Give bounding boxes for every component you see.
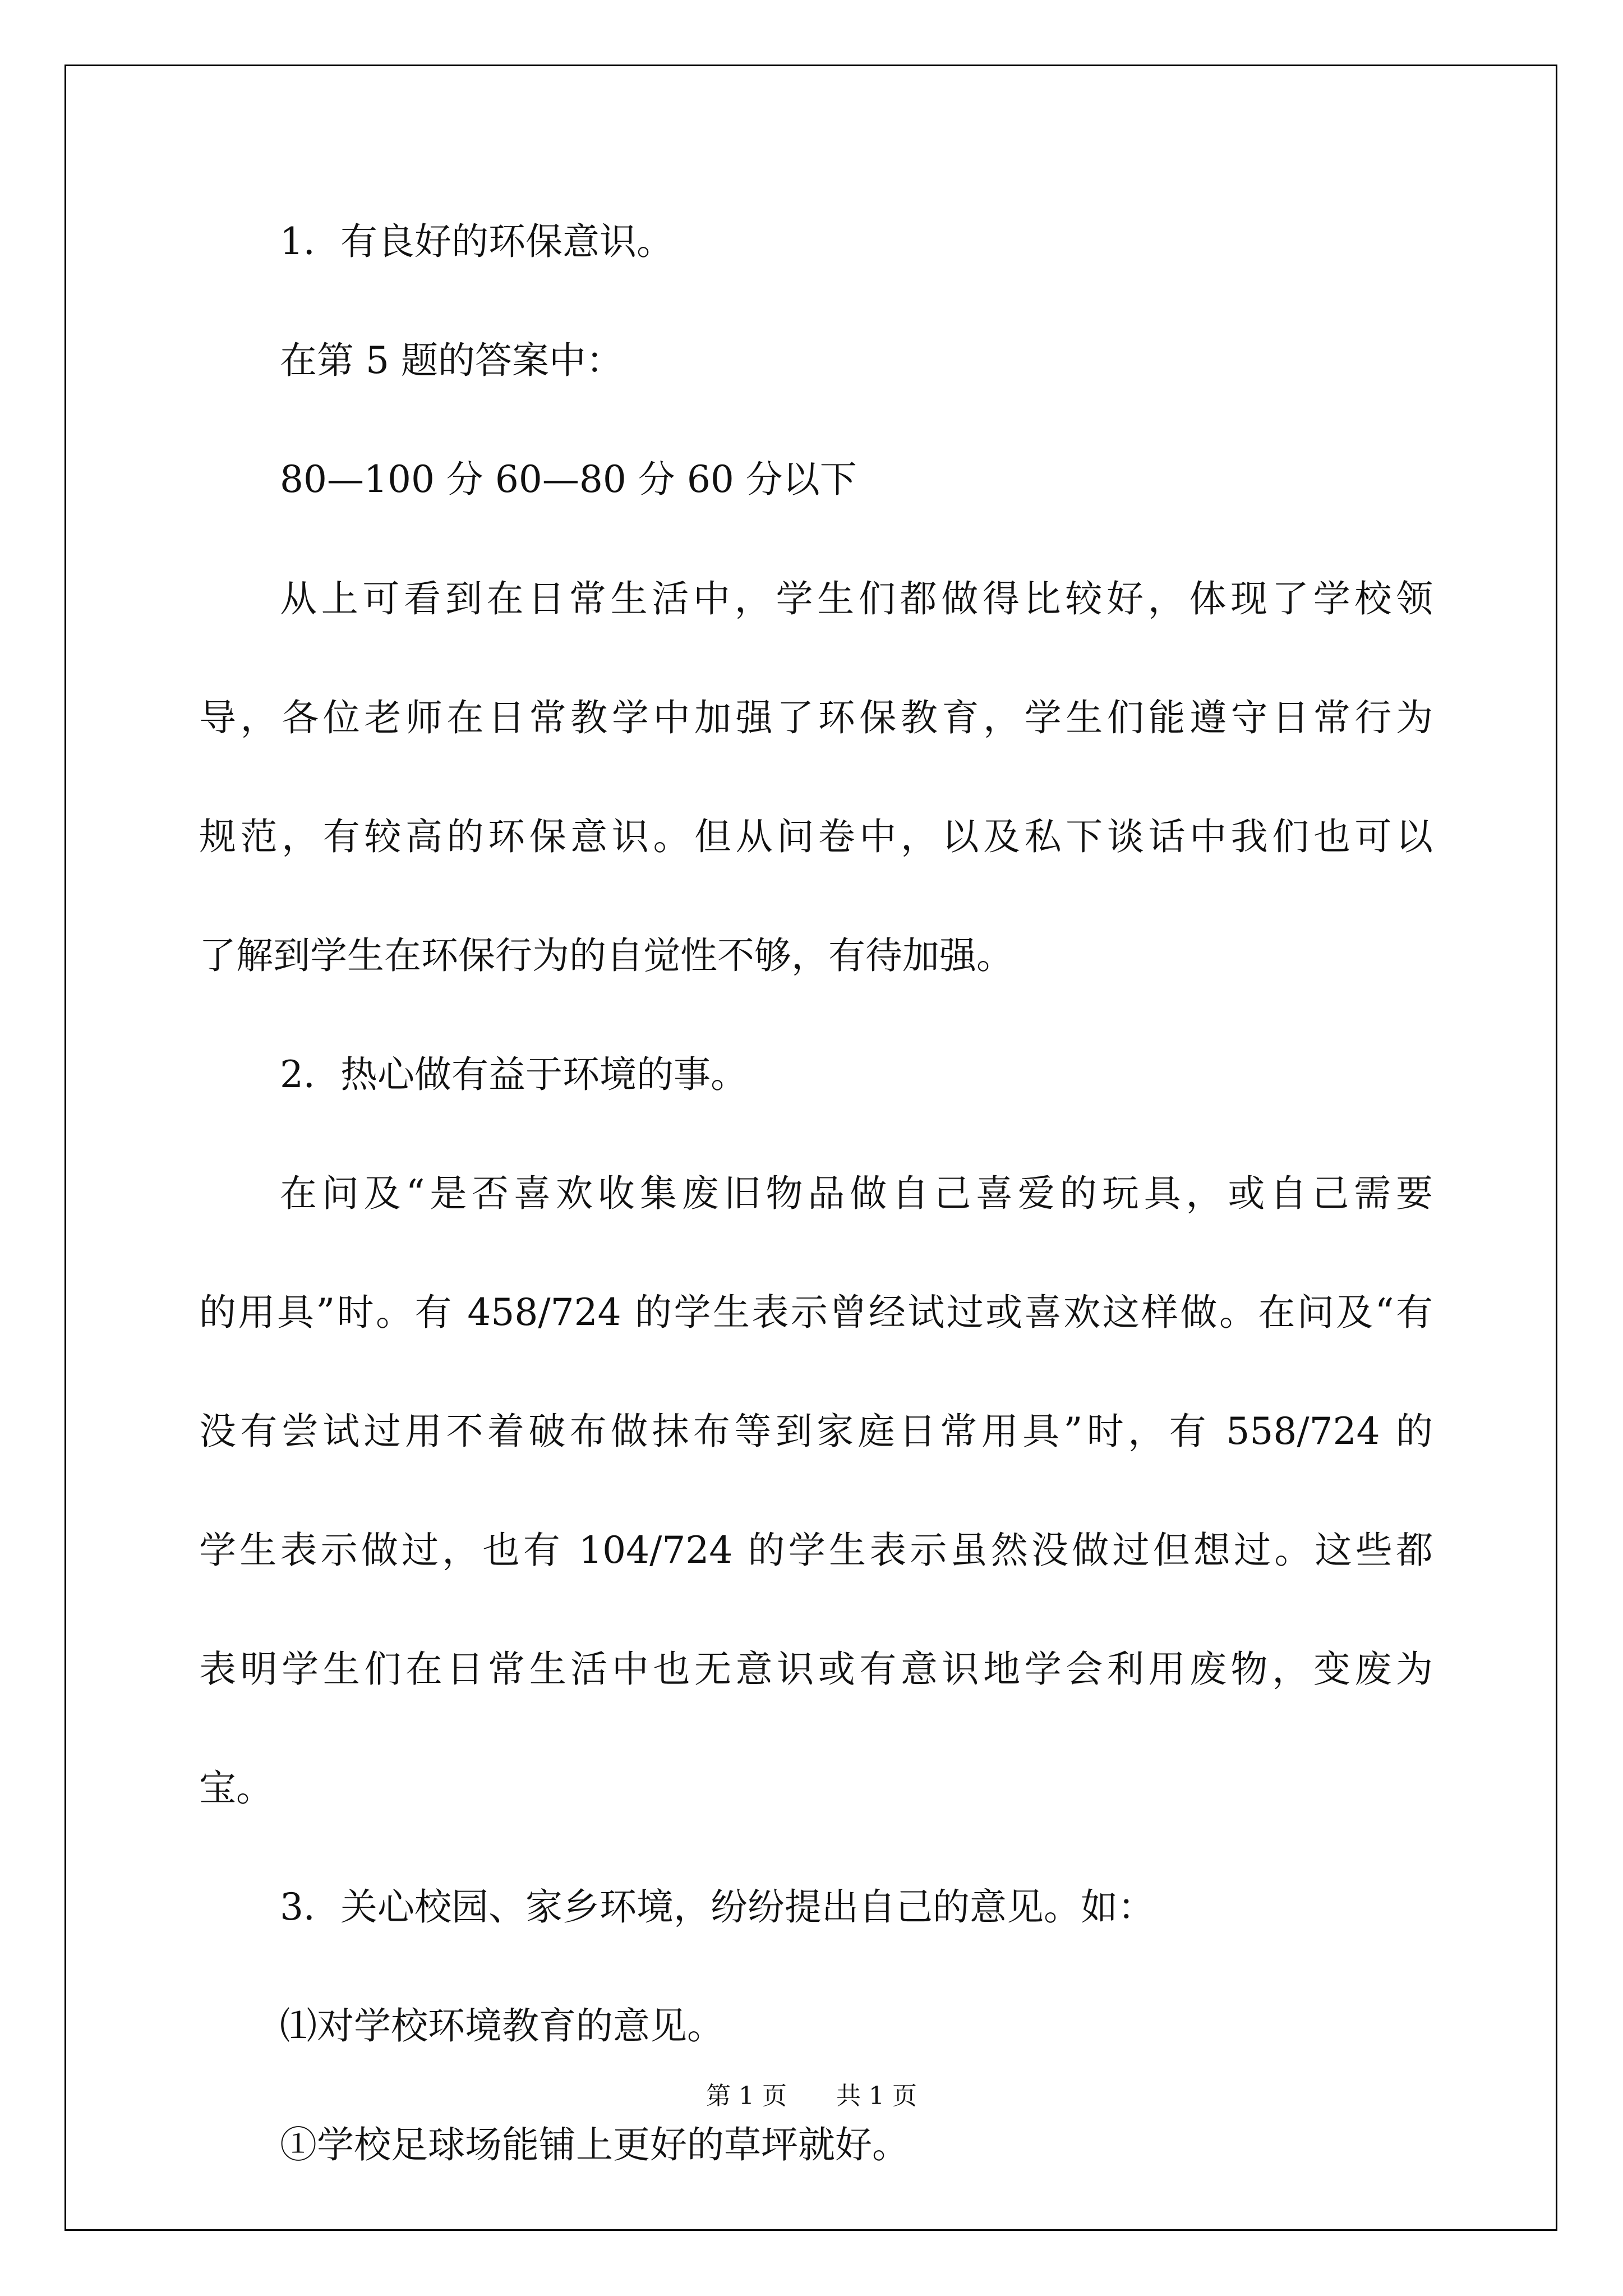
section-heading-3: 3．关心校园、家乡环境，纷纷提出自己的意见。如： (280, 1885, 1155, 1929)
sub-item-line: ⑴对学校环境教育的意见。 (280, 2004, 724, 2047)
paragraph-line: 从上可看到在日常生活中，学生们都做得比较好，体现了学校领 (280, 577, 1433, 620)
paragraph-line: 的用具”时。有 458/724 的学生表示曾经试过或喜欢这样做。在问及“有 (199, 1291, 1433, 1334)
paragraph-line: 在问及“是否喜欢收集废旧物品做自己喜爱的玩具，或自己需要 (280, 1172, 1433, 1215)
section-heading-1: 1．有良好的环保意识。 (280, 220, 674, 263)
paragraph-line: 80—100 分 60—80 分 60 分以下 (280, 458, 857, 501)
section-heading-2: 2．热心做有益于环境的事。 (280, 1053, 748, 1096)
paragraph-line: 规范，有较高的环保意识。但从问卷中，以及私下谈话中我们也可以 (199, 815, 1433, 858)
page-footer (0, 2076, 1623, 2111)
paragraph-line: 表明学生们在日常生活中也无意识或有意识地学会利用废物，变废为 (199, 1648, 1433, 1691)
paragraph-line: 了解到学生在环保行为的自觉性不够，有待加强。 (199, 934, 1013, 977)
paragraph-line: 宝。 (199, 1766, 273, 1810)
sub-item-line: ①学校足球场能铺上更好的草坪就好。 (280, 2123, 909, 2166)
page-total: 共 1 页 (836, 2082, 917, 2110)
paragraph-line: 在第 5 题的答案中： (280, 339, 623, 382)
paragraph-line: 导，各位老师在日常教学中加强了环保教育，学生们能遵守日常行为 (199, 696, 1433, 739)
paragraph-line: 没有尝试过用不着破布做抹布等到家庭日常用具”时，有 558/724 的 (199, 1410, 1433, 1453)
paragraph-line: 学生表示做过，也有 104/724 的学生表示虽然没做过但想过。这些都 (199, 1529, 1433, 1572)
page-number: 第 1 页 (706, 2082, 787, 2110)
